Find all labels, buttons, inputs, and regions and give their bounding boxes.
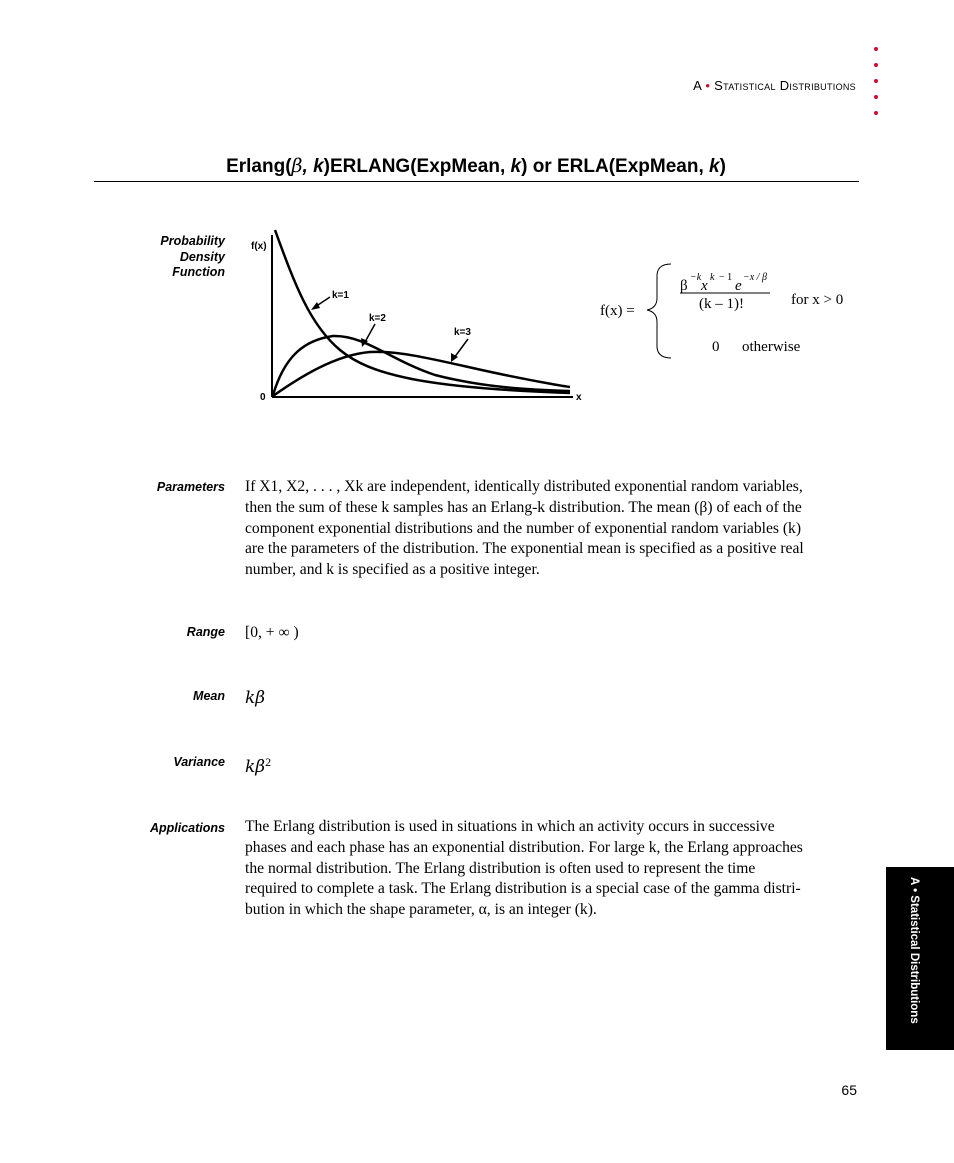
applications-line: required to complete a task. The Erlang distribution is a special case of the gamma distri- xyxy=(245,880,801,898)
running-head-separator: • xyxy=(705,78,711,93)
formula-brace xyxy=(647,264,671,358)
header-dots-decoration xyxy=(874,47,880,127)
formula-case2-condition: otherwise xyxy=(742,339,801,355)
parameters-label: Parameters xyxy=(156,480,225,494)
title-part: ) or ERLA(ExpMean, xyxy=(521,156,709,177)
curve-label-k2: k=2 xyxy=(369,313,386,324)
pdf-label-line: Density xyxy=(179,249,225,264)
curve-label-k1: k=1 xyxy=(332,290,349,301)
x-axis-label: x xyxy=(576,392,582,403)
running-head xyxy=(693,78,856,93)
range-label: Range xyxy=(186,625,225,639)
variance-label: Variance xyxy=(173,755,225,769)
running-head-letter: A xyxy=(693,78,702,93)
title-part: ) xyxy=(719,156,726,177)
pdf-label xyxy=(100,234,225,281)
curve-label-k3: k=3 xyxy=(454,327,471,338)
parameters-line: component exponential distributions and the number of exponential random variables (k) xyxy=(245,519,802,537)
mean-value: kβ xyxy=(245,688,266,708)
arrowhead-k1 xyxy=(311,302,320,310)
running-head-title: Statistical Distributions xyxy=(714,78,856,93)
formula-denominator: (k – 1)! xyxy=(699,296,744,312)
title-rule xyxy=(94,181,859,182)
title-part: Erlang( xyxy=(226,156,292,177)
svg-text:−x / β: −x / β xyxy=(743,272,767,283)
formula-case2-value: 0 xyxy=(712,339,720,355)
origin-label: 0 xyxy=(260,392,266,403)
arrow-k2 xyxy=(365,324,375,342)
svg-text:β: β xyxy=(680,278,688,294)
pdf-formula xyxy=(596,258,861,368)
parameters-line: are the parameters of the distribution. The exponential mean is specified as a positive real xyxy=(245,540,804,558)
title-beta: β xyxy=(291,155,303,177)
formula-case1-condition: for x > 0 xyxy=(791,292,844,308)
range-value: [0, + ∞ ) xyxy=(245,624,299,641)
title-k: k xyxy=(709,156,720,177)
svg-text:− 1: − 1 xyxy=(719,272,733,283)
title-k: k xyxy=(510,156,522,177)
applications-label: Applications xyxy=(149,821,225,835)
y-axis-label: f(x) xyxy=(251,241,267,252)
svg-text:e: e xyxy=(735,278,742,294)
page-number: 65 xyxy=(841,1082,857,1098)
applications-line: phases and each phase has an exponential distribution. For large k, the Erlang approaches xyxy=(245,838,803,856)
title-k: k xyxy=(313,156,324,177)
formula-lhs: f(x) = xyxy=(600,303,635,319)
parameters-text xyxy=(245,477,857,581)
svg-text:−k: −k xyxy=(690,272,702,283)
side-tab-label: A • Statistical Distributions xyxy=(908,877,920,1024)
parameters-line: number, and k is specified as a positive integer. xyxy=(245,561,540,579)
applications-line: The Erlang distribution is used in situations in which an activity occurs in successive xyxy=(245,818,775,835)
variance-exponent: 2 xyxy=(265,755,272,769)
title-part: , xyxy=(302,156,314,177)
parameters-line: If X1, X2, . . . , Xk are independent, identically distributed exponential random variables, xyxy=(245,478,803,495)
applications-line: the normal distribution. The Erlang distribution is often used to represent the time xyxy=(245,859,756,877)
formula-numerator xyxy=(680,272,767,294)
variance-base: kβ xyxy=(245,757,266,778)
svg-text:k: k xyxy=(710,272,715,283)
parameters-line: then the sum of these k samples has an Erlang-k distribution. The mean (β) of each of the xyxy=(245,498,802,516)
applications-line: bution in which the shape parameter, α, is an integer (k). xyxy=(245,901,597,919)
title-part: )ERLANG(ExpMean, xyxy=(323,156,511,177)
curve-k2 xyxy=(273,336,570,395)
page-title xyxy=(94,155,858,178)
mean-label: Mean xyxy=(193,689,225,703)
variance-value xyxy=(245,752,857,779)
applications-text xyxy=(245,817,857,921)
svg-text:x: x xyxy=(701,278,708,294)
arrow-k3 xyxy=(454,339,468,358)
pdf-graph xyxy=(251,225,595,410)
pdf-label-line: Function xyxy=(172,265,225,279)
section-side-tab[interactable] xyxy=(886,867,954,1050)
pdf-label-line: Probability xyxy=(160,234,225,248)
